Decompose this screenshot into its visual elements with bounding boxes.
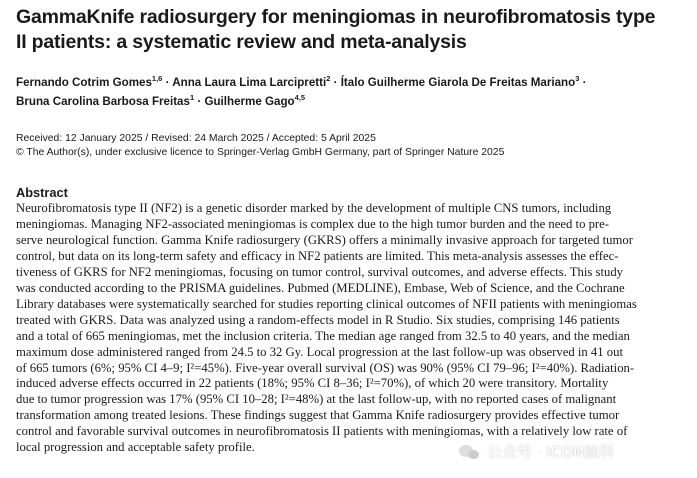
abstract-line: due to tumor progression was 17% (95% CI 10–28; I²=48%) at the last follow-up, with no reported cases of malignant	[16, 392, 617, 407]
abstract-line: control and favorable survival outcomes in neurofibromatosis II patients with meningiomas, with a relatively low rate of	[16, 424, 628, 439]
author-affiliation: 4,5	[294, 93, 306, 102]
author-separator: ·	[330, 76, 341, 89]
author-name[interactable]: Guilherme Gago	[204, 95, 295, 108]
abstract-line: Library databases were systematically searched for studies reporting clinical outcomes of NFII patients with meningiomas	[16, 296, 637, 311]
author-line-2	[16, 92, 686, 111]
abstract-line: meningiomas. Managing NF2-associated meningiomas is complex due to the high tumor burden and the need to pre-	[16, 216, 610, 231]
abstract-line: transformation among treated lesions. These findings suggest that Gamma Knife radiosurgery provides effective tumor	[16, 408, 620, 423]
abstract-line: induced adverse effects occurred in 22 patients (18%; 95% CI 8–36; I²=70%), of which 20 were transitory. Mortality	[16, 376, 609, 391]
abstract-line: serve neurological function. Gamma Knife radiosurgery (GKRS) offers a minimally invasive approach for targeted tumor	[16, 232, 633, 247]
author-line-1	[16, 73, 686, 92]
abstract-heading: Abstract	[16, 185, 68, 200]
copyright-line: © The Author(s), under exclusive licence to Springer-Verlag GmbH Germany, part of Springer Nature 2025	[16, 147, 505, 158]
abstract-line: Neurofibromatosis type II (NF2) is a genetic disorder marked by the development of multiple CNS tumors, including	[16, 201, 612, 215]
author-name[interactable]: Anna Laura Lima Larcipretti	[172, 76, 327, 89]
author-affiliation: 2	[326, 74, 331, 83]
author-list	[16, 73, 686, 111]
abstract-line: was conducted according to the PRISMA guidelines. Pubmed (MEDLINE), Embase, Web of Science, and the Cochrane	[16, 280, 625, 295]
author-name[interactable]: Fernando Cotrim Gomes	[16, 76, 152, 89]
author-name[interactable]: Bruna Carolina Barbosa Freitas	[16, 95, 190, 108]
abstract-line: maximum dose administered ranged from 24.5 to 32 Gy. Local progression at the last follow-up was observed in 41 out	[16, 344, 623, 359]
article-title	[16, 5, 686, 55]
abstract-text	[16, 201, 686, 456]
author-separator: ·	[194, 95, 205, 108]
abstract-line: tiveness of GKRS for NF2 meningiomas, focusing on tumor control, survival outcomes, and adverse effects. This study	[16, 264, 624, 279]
wechat-icon	[459, 444, 481, 460]
author-separator: ·	[162, 76, 173, 89]
author-affiliation: 1	[189, 93, 195, 102]
watermark-text: 公众号 · ICON脑科	[487, 443, 615, 461]
abstract-line: of 665 tumors (6%; 95% CI 4–9; I²=45%). Five-year overall survival (OS) was 90% (95% CI 79–96; I²=40%). Radiation-	[16, 360, 635, 375]
author-name[interactable]: Ítalo Guilherme Giarola De Freitas Mariano	[340, 76, 576, 89]
abstract-line: and a total of 665 meningiomas, met the inclusion criteria. The median age ranged from 32.5 to 40 years, and the median	[16, 328, 630, 343]
article-header	[16, 0, 686, 456]
publication-info	[16, 132, 686, 160]
author-affiliation: 1,6	[151, 74, 163, 83]
abstract-line: local progression and acceptable safety profile.	[16, 440, 255, 455]
abstract-line: control, but data on its long-term safety and efficacy in NF2 patients are limited. This meta-analysis assesses the effec-	[16, 248, 619, 263]
title-line-1: GammaKnife radiosurgery for meningiomas in neurofibromatosis type	[16, 6, 656, 28]
received-dates: Received: 12 January 2025 / Revised: 24 March 2025 / Accepted: 5 April 2025	[16, 133, 376, 144]
watermark	[459, 441, 614, 462]
abstract-line: treated with GKRS. Data was analyzed using a random-effects model in R Studio. Six studies, comprising 146 patients	[16, 312, 620, 327]
author-separator: ·	[579, 76, 587, 89]
author-affiliation: 3	[575, 74, 580, 83]
title-line-2: II patients: a systematic review and meta-analysis	[16, 31, 467, 53]
